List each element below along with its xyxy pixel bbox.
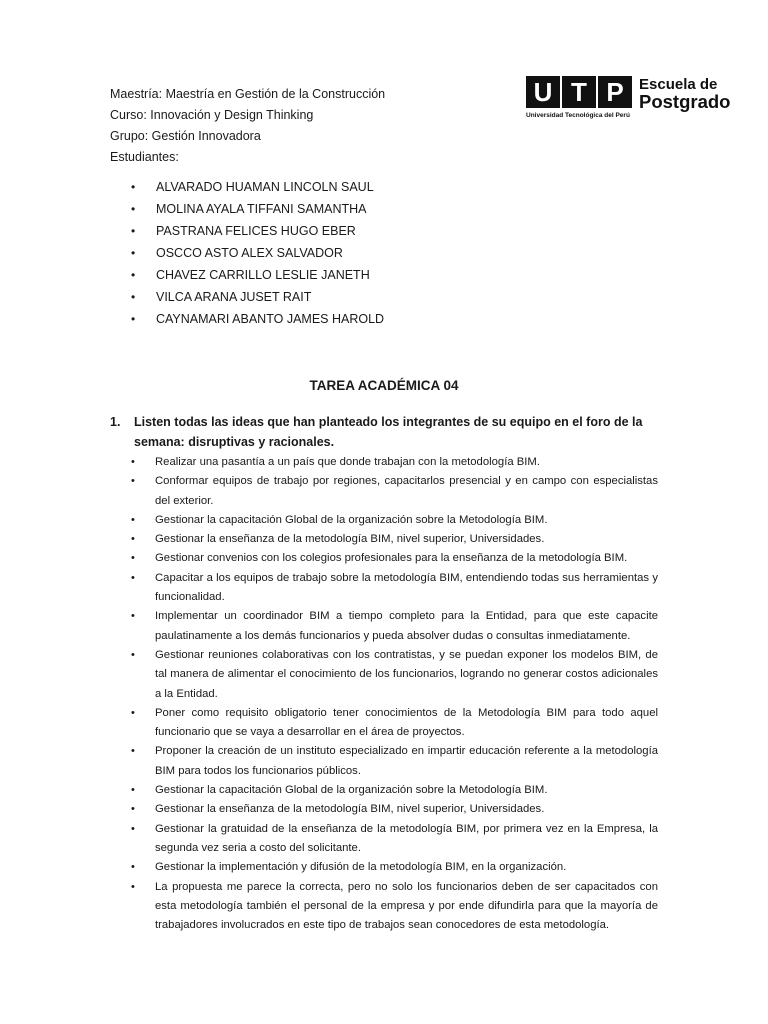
bullet-icon: • [131,513,135,526]
idea-item-text: Poner como requisito obligatorio tener conocimientos de la Metodología BIM para todo aquel funcionario que se vaya a desarrollar en el área de proyectos. [155,706,658,739]
bullet-icon: • [131,610,135,623]
idea-item-text: Gestionar reuniones colaborativas con los contratistas, y se puedan exponer los modelos BIM, de tal manera de alimentar el conocimiento de los funcionarios, logrando no generar costos adicionales a la Entidad. [155,648,658,700]
bullet-icon: • [131,552,135,565]
bullet-icon: • [131,784,135,797]
bullet-icon: • [131,268,136,282]
bullet-icon: • [131,571,135,584]
bullet-icon: • [131,803,135,816]
bullet-icon: • [131,290,136,304]
estudiantes-label: Estudiantes: [110,150,179,164]
idea-item-text: Gestionar la enseñanza de la metodología BIM, nivel superior, Universidades. [155,533,545,546]
idea-item [131,742,658,781]
student-item [131,177,384,199]
idea-item-text: Gestionar convenios con los colegios profesionales para la enseñanza de la metodología BIM. [155,552,628,565]
bullet-icon: • [131,822,135,835]
idea-item [131,511,658,530]
idea-item-text: Conformar equipos de trabajo por regiones, capacitarlos presencial y en campo con especialistas del exterior. [155,475,658,507]
idea-item-text: Gestionar la capacitación Global de la organización sobre la Metodología BIM. [155,784,548,797]
idea-item-text: Gestionar la capacitación Global de la organización sobre la Metodología BIM. [155,513,548,526]
student-item-text: VILCA ARANA JUSET RAIT [156,290,312,304]
bullet-icon: • [131,533,135,546]
idea-item [131,858,658,877]
bullet-icon: • [131,180,136,194]
idea-item [131,878,658,936]
idea-item [131,472,658,511]
idea-item [131,820,658,859]
student-item [131,265,384,287]
idea-item-text: La propuesta me parece la correcta, pero no solo los funcionarios deben de ser capacitados con esta metodología también el personal de la empresa y por ende difundirla para que la mayoría de trabajadores involucrados en este tipo de trabajos sean conocedores de esta metodología. [155,880,658,932]
bullet-icon: • [131,456,135,468]
document-header [110,84,385,168]
maestria-line: Maestría: Maestría en Gestión de la Construcción [110,87,386,101]
bullet-icon: • [131,475,135,488]
utp-letter-boxes [526,76,634,108]
utp-logo [526,76,741,126]
bullet-icon: • [131,224,136,238]
student-item-text: CHAVEZ CARRILLO LESLIE JANETH [156,268,370,282]
idea-item-text: Capacitar a los equipos de trabajo sobre la metodología BIM, entendiendo todas sus herramientas y funcionalidad. [155,571,658,604]
student-item [131,309,384,331]
idea-item-text: Gestionar la gratuidad de la enseñanza de la metodología BIM, por primera vez en la Empresa, la segunda vez seria a costo del solicitante. [155,822,658,854]
logo-school-line2: Postgrado [639,91,731,112]
idea-item [131,646,658,704]
logo-letter-u: U [526,76,560,108]
student-item [131,287,384,309]
task-title: TAREA ACADÉMICA 04 [309,378,459,393]
ideas-list [131,453,658,935]
idea-item-text: Implementar un coordinador BIM a tiempo completo para la Entidad, para que este capacite paulatinamente a los demás funcionarios y pueda absolver dudas o consultas inmediatamente. [155,610,658,642]
bullet-icon: • [131,312,136,326]
student-item-text: MOLINA AYALA TIFFANI SAMANTHA [156,202,367,216]
question-1 [110,412,658,452]
student-item [131,221,384,243]
idea-item [131,549,658,568]
idea-item [131,530,658,549]
bullet-icon: • [131,745,135,758]
idea-item [131,800,658,819]
student-item-text: ALVARADO HUAMAN LINCOLN SAUL [156,180,374,194]
idea-item-text: Gestionar la implementación y difusión de la metodología BIM, en la organización. [155,861,567,874]
idea-item [131,704,658,743]
student-item [131,243,384,265]
student-item-text: OSCCO ASTO ALEX SALVADOR [156,246,343,260]
grupo-line: Grupo: Gestión Innovadora [110,129,261,143]
bullet-icon: • [131,648,135,661]
logo-letter-p: P [598,76,632,108]
curso-line: Curso: Innovación y Design Thinking [110,108,314,122]
student-item-text: PASTRANA FELICES HUGO EBER [156,224,356,238]
logo-university-name: Universidad Tecnológica del Perú [526,112,630,119]
bullet-icon: • [131,202,136,216]
idea-item-text: Realizar una pasantía a un país que donde trabajan con la metodología BIM. [155,456,540,468]
idea-item-text: Proponer la creación de un instituto especializado en impartir educación referente a la metodología BIM para todos los funcionarios públicos. [155,745,658,777]
idea-item [131,453,658,472]
logo-school-name [639,76,730,110]
bullet-icon: • [131,706,135,719]
idea-item [131,569,658,608]
idea-item [131,781,658,800]
bullet-icon: • [131,880,135,893]
idea-item [131,607,658,646]
students-list [131,177,384,331]
idea-item-text: Gestionar la enseñanza de la metodología BIM, nivel superior, Universidades. [155,803,545,816]
bullet-icon: • [131,246,136,260]
logo-school-line1: Escuela de [639,76,718,93]
student-item [131,199,384,221]
question-number: 1. [110,415,121,429]
student-item-text: CAYNAMARI ABANTO JAMES HAROLD [156,312,385,326]
bullet-icon: • [131,861,135,874]
question-text: Listen todas las ideas que han planteado los integrantes de su equipo en el foro de la semana: disruptivas y racionales. [134,415,643,449]
logo-letter-t: T [562,76,596,108]
